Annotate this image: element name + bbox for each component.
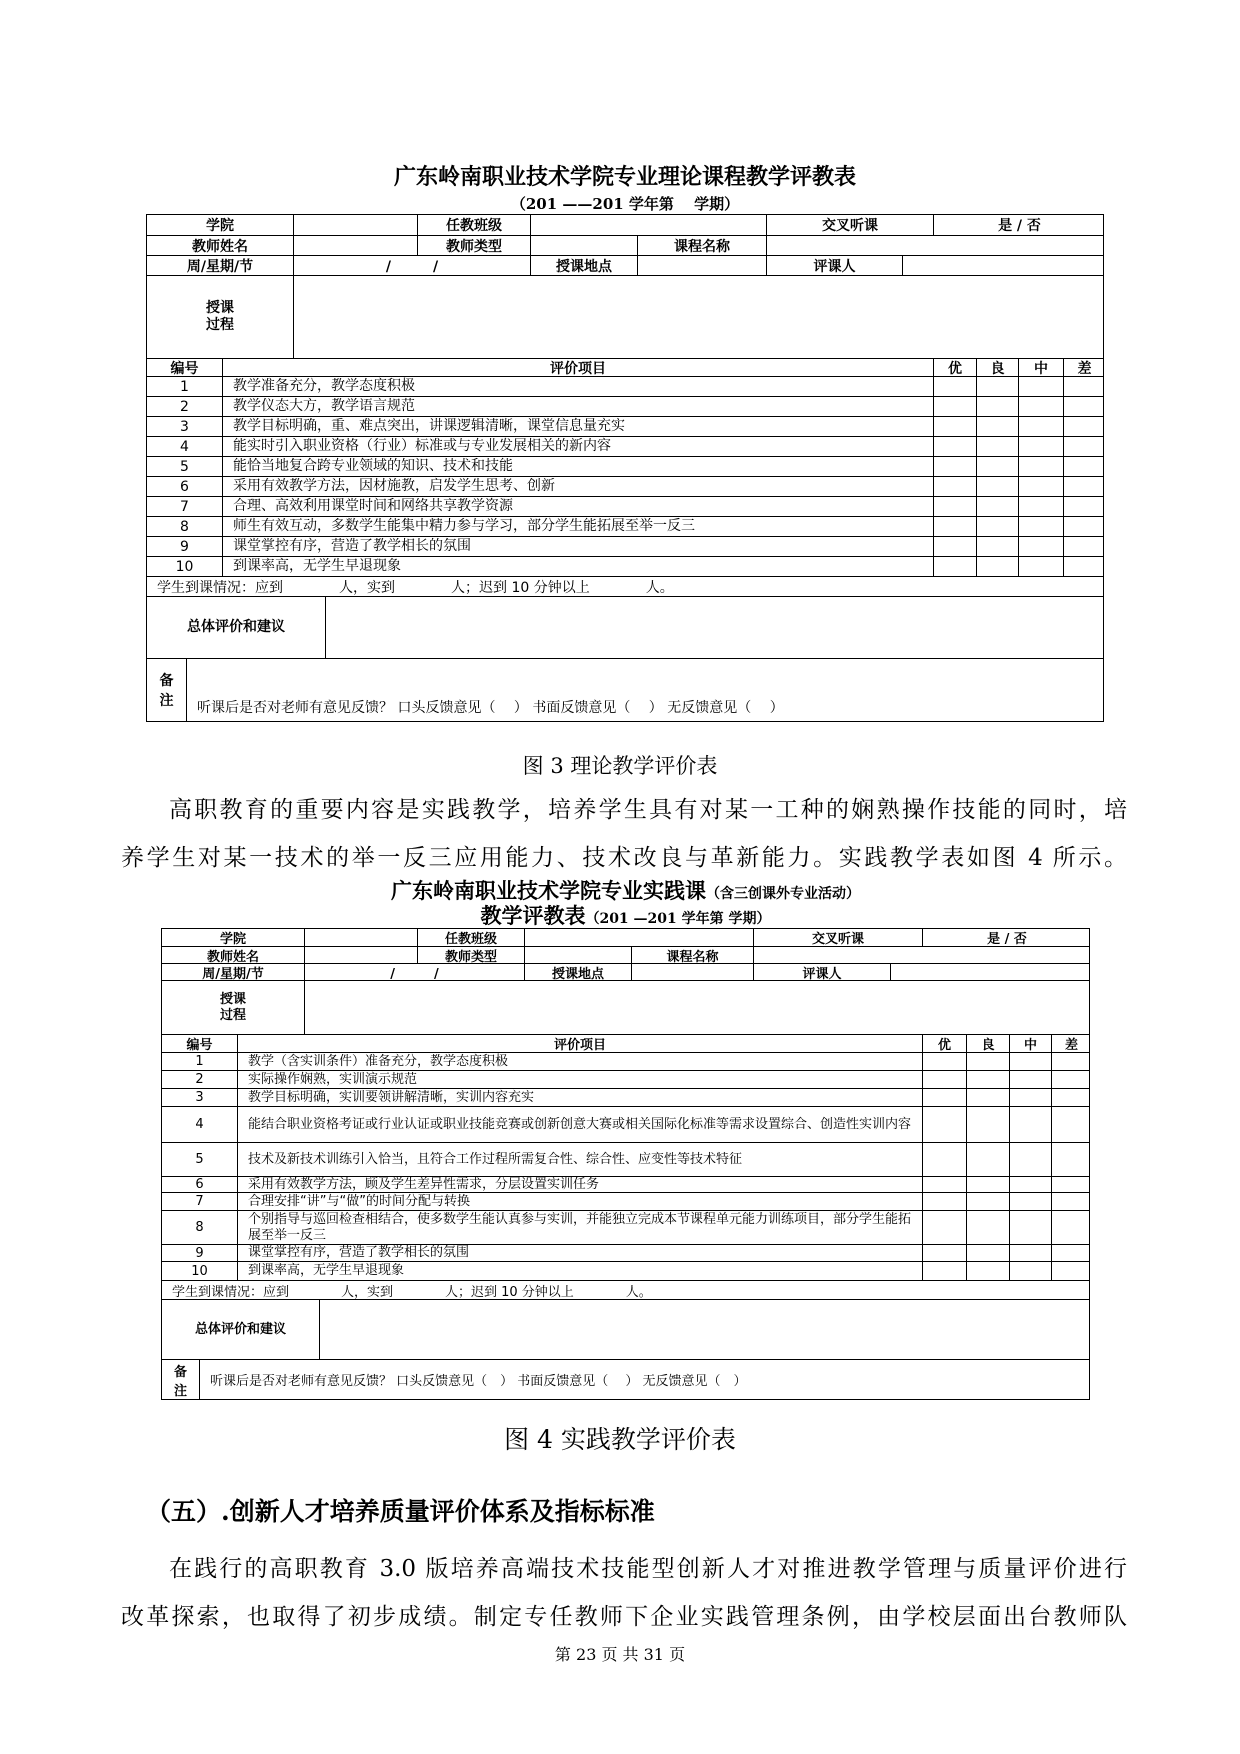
week-day-period-value: / / <box>305 964 525 980</box>
location-label: 授课地点 <box>525 964 632 980</box>
week-day-period-label: 周/星期/节 <box>147 256 294 275</box>
figure4-subtitle: （201 —201 学年第 学期） <box>585 911 771 927</box>
grade-header: 差 <box>1064 1038 1078 1052</box>
remarks-row <box>162 1359 1089 1399</box>
item-text: 能恰当地复合跨专业领域的知识、技术和技能 <box>223 457 934 476</box>
figure4-title-note: （含三创课外专业活动） <box>706 886 860 902</box>
class-label: 任教班级 <box>418 215 531 235</box>
grade-checkbox[interactable] <box>977 477 1019 496</box>
item-number: 8 <box>147 517 223 536</box>
item-number: 9 <box>162 1245 238 1261</box>
item-text: 采用有效教学方法，顾及学生差异性需求，分层设置实训任务 <box>238 1177 923 1192</box>
college-value <box>305 929 418 946</box>
item-text: 教学目标明确，重、难点突出，讲课逻辑清晰，课堂信息量充实 <box>223 417 934 436</box>
teacher-type-label: 教师类型 <box>418 236 531 255</box>
grade-checkbox[interactable] <box>1064 477 1105 496</box>
grade-checkbox[interactable] <box>967 1107 1010 1142</box>
info-row <box>162 963 1089 980</box>
class-value <box>525 929 754 946</box>
remarks-label: 备 注 <box>147 659 187 721</box>
remarks-label: 备 注 <box>162 1360 200 1399</box>
process-row <box>147 275 1103 358</box>
item-text: 技术及新技术训练引入恰当，且符合工作过程所需复合性、综合性、应变性等技术特征 <box>238 1143 923 1176</box>
item-text: 课堂掌控有序，营造了教学相长的氛围 <box>238 1245 923 1261</box>
course-name-label: 课程名称 <box>638 236 767 255</box>
item-text: 能结合职业资格考证或行业认证或职业技能竞赛或创新创意大赛或相关国际化标准等需求设置综合、创造性实训内容 <box>238 1107 923 1142</box>
item-number: 5 <box>162 1143 238 1176</box>
teacher-type-value <box>531 236 638 255</box>
grade-checkbox[interactable] <box>1052 1262 1091 1280</box>
grade-checkbox[interactable] <box>967 1211 1010 1244</box>
grade-checkbox[interactable] <box>1019 437 1064 456</box>
item-number: 9 <box>147 537 223 556</box>
grade-checkbox[interactable] <box>967 1071 1010 1088</box>
grade-checkbox[interactable] <box>1064 417 1105 436</box>
remarks-text: 听课后是否对老师有意见反馈？ 口头反馈意见（ ） 书面反馈意见（ ） 无反馈意见（ ） <box>210 1374 747 1389</box>
grade-checkbox[interactable] <box>967 1245 1010 1261</box>
grade-checkbox[interactable] <box>1052 1143 1091 1176</box>
grade-checkbox[interactable] <box>1052 1245 1091 1261</box>
process-label: 授课 过程 <box>162 981 305 1034</box>
item-text: 课堂掌控有序，营造了教学相长的氛围 <box>223 537 934 556</box>
item-row <box>162 1261 1089 1280</box>
grade-checkbox[interactable] <box>923 1211 967 1244</box>
process-row <box>162 980 1089 1034</box>
header-row <box>162 1034 1089 1052</box>
grade-checkbox[interactable] <box>977 457 1019 476</box>
grade-header: 中 <box>1019 359 1064 376</box>
item-row <box>147 456 1103 476</box>
figure4-caption: 图 4 实践教学评价表 <box>504 1425 736 1454</box>
item-row <box>147 516 1103 536</box>
evaluator-value <box>891 964 1091 980</box>
header-row <box>147 358 1103 376</box>
grade-checkbox[interactable] <box>934 477 977 496</box>
paragraph-line: 高职教育的重要内容是实践教学，培养学生具有对某一工种的娴熟操作技能的同时，培 <box>169 797 1127 823</box>
info-row <box>162 929 1089 946</box>
grade-checkbox[interactable] <box>1052 1177 1091 1192</box>
figure3-title: 广东岭南职业技术学院专业理论课程教学评教表 <box>393 164 856 190</box>
paragraph-1 <box>121 786 1127 882</box>
item-number: 10 <box>147 557 223 576</box>
item-text: 合理安排“讲”与“做”的时间分配与转换 <box>238 1193 923 1210</box>
item-row <box>162 1106 1089 1142</box>
item-row <box>147 556 1103 576</box>
item-text: 到课率高，无学生早退现象 <box>223 557 934 576</box>
info-row <box>147 235 1103 255</box>
grade-checkbox[interactable] <box>1052 1053 1091 1070</box>
overall-row <box>147 596 1103 658</box>
item-header: 评价项目 <box>223 359 934 376</box>
process-label: 授课 过程 <box>147 276 294 358</box>
info-row <box>147 215 1103 235</box>
practice-evaluation-table <box>161 928 1090 1400</box>
grade-checkbox[interactable] <box>1010 1089 1052 1106</box>
item-header: 评价项目 <box>238 1035 923 1052</box>
grade-header: 中 <box>1010 1035 1052 1052</box>
attendance-text: 学生到课情况：应到 人，实到 人；迟到 10 分钟以上 人。 <box>172 1284 652 1299</box>
grade-checkbox[interactable] <box>934 557 977 576</box>
info-row <box>147 255 1103 275</box>
grade-checkbox[interactable] <box>977 417 1019 436</box>
course-name-label: 课程名称 <box>632 947 754 963</box>
grade-checkbox[interactable] <box>1019 457 1064 476</box>
evaluator-label: 评课人 <box>767 256 903 275</box>
grade-checkbox[interactable] <box>934 397 977 416</box>
grade-header: 优 <box>934 359 977 376</box>
item-text: 到课率高，无学生早退现象 <box>238 1262 923 1280</box>
grade-checkbox[interactable] <box>923 1071 967 1088</box>
item-row <box>162 1142 1089 1176</box>
grade-checkbox[interactable] <box>1019 497 1064 516</box>
grade-checkbox[interactable] <box>923 1193 967 1210</box>
item-number: 10 <box>162 1262 238 1280</box>
grade-checkbox[interactable] <box>1052 1107 1091 1142</box>
grade-checkbox[interactable] <box>977 377 1019 396</box>
week-day-period-value: / / <box>294 256 531 275</box>
item-row <box>162 1052 1089 1070</box>
grade-checkbox[interactable] <box>1064 377 1105 396</box>
location-value <box>638 256 767 275</box>
grade-checkbox[interactable] <box>1019 417 1064 436</box>
item-row <box>147 536 1103 556</box>
grade-checkbox[interactable] <box>1064 497 1105 516</box>
grade-checkbox[interactable] <box>1019 397 1064 416</box>
item-number: 7 <box>147 497 223 516</box>
section-heading: （五）.创新人才培养质量评价体系及指标标准 <box>146 1497 655 1526</box>
item-row <box>147 416 1103 436</box>
attendance-row <box>162 1280 1089 1299</box>
item-row <box>147 436 1103 456</box>
figure4-title-line1: 广东岭南职业技术学院专业实践课 <box>391 878 706 903</box>
grade-checkbox[interactable] <box>1052 1211 1091 1244</box>
grade-checkbox[interactable] <box>923 1107 967 1142</box>
item-text: 合理、高效利用课堂时间和网络共享教学资源 <box>223 497 934 516</box>
info-row <box>162 946 1089 963</box>
number-header: 编号 <box>147 359 223 376</box>
course-name-value <box>754 947 1091 963</box>
item-number: 6 <box>147 477 223 496</box>
figure4-title-line2: 教学评教表 <box>480 903 586 928</box>
item-text: 教学（含实训条件）准备充分，教学态度积极 <box>238 1053 923 1070</box>
item-text: 实际操作娴熟，实训演示规范 <box>238 1071 923 1088</box>
grade-checkbox[interactable] <box>967 1262 1010 1280</box>
item-number: 7 <box>162 1193 238 1210</box>
grade-checkbox[interactable] <box>1064 557 1105 576</box>
teacher-name-label: 教师姓名 <box>147 236 294 255</box>
grade-checkbox[interactable] <box>934 457 977 476</box>
grade-checkbox[interactable] <box>977 437 1019 456</box>
evaluator-value <box>903 256 1105 275</box>
grade-checkbox[interactable] <box>967 1053 1010 1070</box>
item-number: 6 <box>162 1177 238 1192</box>
teacher-name-label: 教师姓名 <box>162 947 305 963</box>
overall-value <box>326 597 1105 658</box>
theory-evaluation-table <box>146 214 1104 722</box>
item-row <box>147 476 1103 496</box>
item-text: 能实时引入职业资格（行业）标准或与专业发展相关的新内容 <box>223 437 934 456</box>
item-text: 采用有效教学方法，因材施教，启发学生思考、创新 <box>223 477 934 496</box>
grade-checkbox[interactable] <box>1019 537 1064 556</box>
item-number: 8 <box>162 1211 238 1244</box>
item-text: 师生有效互动，多数学生能集中精力参与学习，部分学生能拓展至举一反三 <box>223 517 934 536</box>
item-row <box>162 1192 1089 1210</box>
grade-checkbox[interactable] <box>1010 1107 1052 1142</box>
grade-checkbox[interactable] <box>977 397 1019 416</box>
class-value <box>531 215 767 235</box>
cross-listening-label: 交叉听课 <box>767 215 934 235</box>
grade-checkbox[interactable] <box>923 1245 967 1261</box>
teacher-type-value <box>525 947 632 963</box>
figure3-subtitle: （201 ——201 学年第 学期） <box>510 195 740 213</box>
item-number: 1 <box>147 377 223 396</box>
item-number: 5 <box>147 457 223 476</box>
grade-header: 差 <box>1077 360 1092 376</box>
grade-checkbox[interactable] <box>1052 1071 1091 1088</box>
paragraph-line: 改革探索，也取得了初步成绩。制定专任教师下企业实践管理条例，由学校层面出台教师队 <box>121 1604 1127 1630</box>
grade-checkbox[interactable] <box>1010 1245 1052 1261</box>
teacher-name-value <box>305 947 418 963</box>
week-day-period-label: 周/星期/节 <box>162 964 305 980</box>
cross-listening-value: 是 / 否 <box>998 218 1041 234</box>
cross-listening-value: 是 / 否 <box>987 932 1027 946</box>
remarks-text: 听课后是否对老师有意见反馈？ 口头反馈意见（ ） 书面反馈意见（ ） 无反馈意见（ ） <box>197 700 784 716</box>
grade-checkbox[interactable] <box>1064 437 1105 456</box>
teacher-type-label: 教师类型 <box>418 947 525 963</box>
grade-checkbox[interactable] <box>1019 377 1064 396</box>
item-number: 4 <box>147 437 223 456</box>
grade-checkbox[interactable] <box>923 1177 967 1192</box>
grade-header: 良 <box>967 1035 1010 1052</box>
item-text: 教学准备充分，教学态度积极 <box>223 377 934 396</box>
grade-checkbox[interactable] <box>1052 1193 1091 1210</box>
grade-checkbox[interactable] <box>1010 1053 1052 1070</box>
item-text: 教学仪态大方，教学语言规范 <box>223 397 934 416</box>
item-row <box>162 1088 1089 1106</box>
grade-checkbox[interactable] <box>1064 457 1105 476</box>
grade-checkbox[interactable] <box>977 557 1019 576</box>
paragraph-line: 在践行的高职教育 3.0 版培养高端技术技能型创新人才对推进教学管理与质量评价进行 <box>169 1556 1127 1582</box>
paragraph-2 <box>121 1545 1127 1641</box>
grade-checkbox[interactable] <box>923 1143 967 1176</box>
remarks-row <box>147 658 1103 721</box>
grade-checkbox[interactable] <box>923 1053 967 1070</box>
grade-checkbox[interactable] <box>934 417 977 436</box>
process-value <box>294 276 1105 358</box>
item-number: 2 <box>162 1071 238 1088</box>
grade-checkbox[interactable] <box>934 537 977 556</box>
college-label: 学院 <box>147 215 294 235</box>
overall-label: 总体评价和建议 <box>162 1300 320 1359</box>
grade-checkbox[interactable] <box>934 437 977 456</box>
grade-checkbox[interactable] <box>934 517 977 536</box>
item-row <box>147 496 1103 516</box>
college-label: 学院 <box>162 929 305 946</box>
grade-checkbox[interactable] <box>1010 1071 1052 1088</box>
grade-checkbox[interactable] <box>1052 1089 1091 1106</box>
college-value <box>294 215 418 235</box>
item-row <box>162 1244 1089 1261</box>
grade-checkbox[interactable] <box>1010 1193 1052 1210</box>
overall-row <box>162 1299 1089 1359</box>
item-text: 个别指导与巡回检查相结合，使多数学生能认真参与实训，并能独立完成本节课程单元能力训练项目，部分学生能拓展至举一反三 <box>238 1211 923 1244</box>
grade-checkbox[interactable] <box>1019 517 1064 536</box>
grade-checkbox[interactable] <box>934 497 977 516</box>
grade-checkbox[interactable] <box>977 537 1019 556</box>
grade-checkbox[interactable] <box>1064 537 1105 556</box>
grade-checkbox[interactable] <box>1010 1143 1052 1176</box>
paragraph-line: 养学生对某一技术的举一反三应用能力、技术改良与革新能力。实践教学表如图 4 所示。 <box>121 845 1127 871</box>
overall-value <box>320 1300 1091 1359</box>
number-header: 编号 <box>162 1035 238 1052</box>
grade-checkbox[interactable] <box>923 1262 967 1280</box>
course-name-value <box>767 236 1105 255</box>
grade-checkbox[interactable] <box>1064 517 1105 536</box>
grade-checkbox[interactable] <box>1010 1177 1052 1192</box>
grade-checkbox[interactable] <box>967 1143 1010 1176</box>
figure3-caption: 图 3 理论教学评价表 <box>522 754 718 778</box>
item-row <box>147 396 1103 416</box>
grade-checkbox[interactable] <box>967 1193 1010 1210</box>
grade-checkbox[interactable] <box>977 497 1019 516</box>
item-row <box>162 1210 1089 1244</box>
process-value <box>305 981 1091 1034</box>
evaluator-label: 评课人 <box>754 964 891 980</box>
grade-checkbox[interactable] <box>1019 557 1064 576</box>
teacher-name-value <box>294 236 418 255</box>
item-row <box>147 376 1103 396</box>
overall-label: 总体评价和建议 <box>147 597 326 658</box>
grade-checkbox[interactable] <box>967 1089 1010 1106</box>
location-label: 授课地点 <box>531 256 638 275</box>
location-value <box>632 964 754 980</box>
item-row <box>162 1176 1089 1192</box>
page-footer: 第 23 页 共 31 页 <box>554 1645 686 1664</box>
grade-checkbox[interactable] <box>934 377 977 396</box>
cross-listening-label: 交叉听课 <box>754 929 923 946</box>
grade-checkbox[interactable] <box>1010 1211 1052 1244</box>
item-number: 4 <box>162 1107 238 1142</box>
figure4-title <box>161 880 1090 930</box>
attendance-text: 学生到课情况：应到 人，实到 人；迟到 10 分钟以上 人。 <box>157 579 674 596</box>
grade-checkbox[interactable] <box>1064 397 1105 416</box>
item-row <box>162 1070 1089 1088</box>
grade-header: 良 <box>977 359 1019 376</box>
grade-checkbox[interactable] <box>923 1089 967 1106</box>
item-text: 教学目标明确，实训要领讲解清晰，实训内容充实 <box>238 1089 923 1106</box>
attendance-row <box>147 576 1103 596</box>
item-number: 2 <box>147 397 223 416</box>
class-label: 任教班级 <box>418 929 525 946</box>
item-number: 3 <box>147 417 223 436</box>
grade-header: 优 <box>923 1035 967 1052</box>
grade-checkbox[interactable] <box>1019 477 1064 496</box>
grade-checkbox[interactable] <box>977 517 1019 536</box>
item-number: 3 <box>162 1089 238 1106</box>
item-number: 1 <box>162 1053 238 1070</box>
grade-checkbox[interactable] <box>1010 1262 1052 1280</box>
grade-checkbox[interactable] <box>967 1177 1010 1192</box>
